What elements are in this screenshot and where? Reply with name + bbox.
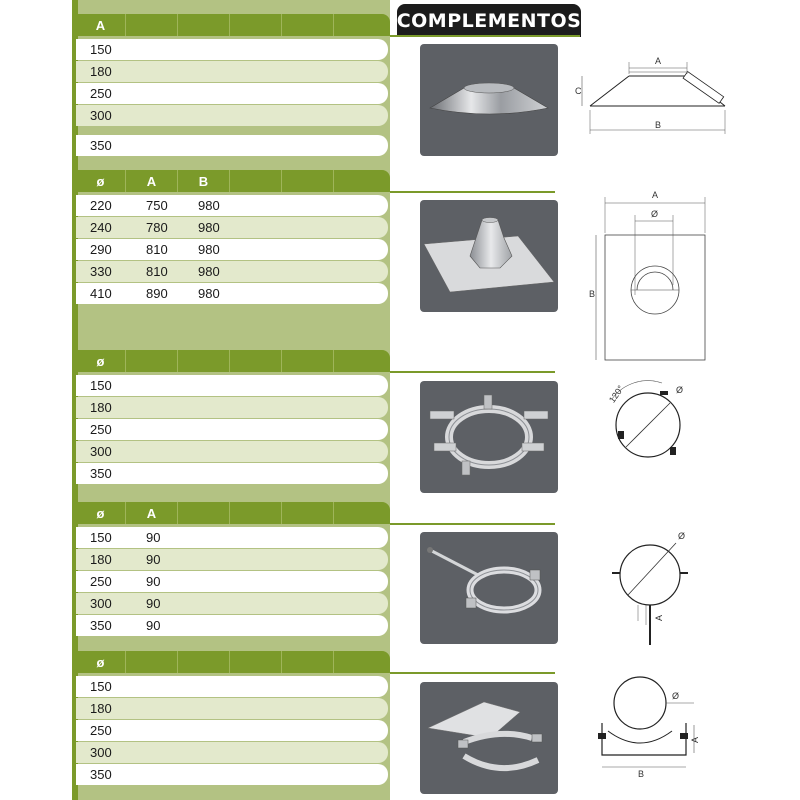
header-cell: ø (76, 502, 126, 524)
table-row (76, 39, 388, 60)
table-cell: 90 (146, 618, 161, 633)
table-header (76, 350, 390, 372)
header-cell (126, 350, 178, 372)
dim-label-phi: Ø (672, 691, 680, 701)
section-divider (390, 35, 580, 37)
table-cell: 220 (90, 198, 112, 213)
table-row (76, 217, 388, 238)
dim-label-a: A (654, 614, 664, 621)
product-photo-collar (420, 44, 558, 156)
table-cell: 150 (90, 679, 112, 694)
table-cell: 980 (198, 220, 220, 235)
table-cell: 180 (90, 701, 112, 716)
table-cell: 980 (198, 264, 220, 279)
table-cell: 750 (146, 198, 168, 213)
header-cell (126, 651, 178, 673)
section-divider (390, 191, 555, 193)
table-cell: 250 (90, 422, 112, 437)
header-cell (282, 350, 334, 372)
header-cell: ø (76, 350, 126, 372)
header-cell: A (76, 14, 126, 36)
table-row (76, 261, 388, 282)
table-cell: 180 (90, 64, 112, 79)
table-row (76, 195, 388, 216)
table-row (76, 375, 388, 396)
dim-label-a: A (655, 56, 662, 66)
diagram-plate-ring (590, 675, 720, 785)
header-cell: B (178, 170, 230, 192)
table-cell: 350 (90, 767, 112, 782)
table-cell: 300 (90, 108, 112, 123)
table-cell: 180 (90, 552, 112, 567)
dim-label-a: A (652, 190, 659, 200)
header-cell (126, 14, 178, 36)
diagram-bracket-ring (598, 373, 708, 468)
diagram-clamp-rod (598, 525, 708, 650)
page-title: COMPLEMENTOS (397, 4, 581, 37)
dim-label-a: A (690, 736, 700, 743)
table-cell: 90 (146, 574, 161, 589)
table-cell: 330 (90, 264, 112, 279)
table-row (76, 239, 388, 260)
header-cell (178, 350, 230, 372)
table-cell: 980 (198, 286, 220, 301)
table-cell: 150 (90, 378, 112, 393)
dim-label-b: B (638, 769, 645, 779)
header-cell (178, 651, 230, 673)
table-cell: 980 (198, 198, 220, 213)
header-cell: ø (76, 651, 126, 673)
table-cell: 410 (90, 286, 112, 301)
table-cell: 300 (90, 596, 112, 611)
table-header (76, 170, 390, 192)
header-cell (178, 14, 230, 36)
dim-label-c: C (575, 86, 582, 96)
header-cell: ø (76, 170, 126, 192)
header-cell (334, 170, 390, 192)
table-row (76, 764, 388, 785)
product-photo-clamp-rod (420, 532, 558, 644)
table-row (76, 615, 388, 636)
table-row (76, 83, 388, 104)
table-row (76, 742, 388, 763)
dim-label-b: B (589, 289, 596, 299)
header-cell (282, 14, 334, 36)
dim-label-phi: Ø (651, 209, 659, 219)
header-cell (230, 651, 282, 673)
table-cell: 350 (90, 466, 112, 481)
header-cell (178, 502, 230, 524)
table-cell: 350 (90, 618, 112, 633)
section-divider (390, 672, 555, 674)
product-photo-flashing (420, 200, 558, 312)
table-cell: 250 (90, 723, 112, 738)
header-cell (230, 14, 282, 36)
table-cell: 240 (90, 220, 112, 235)
header-cell (334, 651, 390, 673)
header-cell: A (126, 502, 178, 524)
table-header (76, 651, 390, 673)
table-cell: 250 (90, 86, 112, 101)
table-row (76, 419, 388, 440)
diagram-collar (575, 48, 740, 148)
table-row (76, 283, 388, 304)
product-photo-bracket-ring (420, 381, 558, 493)
table-cell: 780 (146, 220, 168, 235)
table-header (76, 502, 390, 524)
table-row (76, 397, 388, 418)
table-cell: 890 (146, 286, 168, 301)
diagram-flashing (585, 185, 715, 365)
table-cell: 150 (90, 42, 112, 57)
table-row (76, 698, 388, 719)
table-row (76, 463, 388, 484)
dim-label-b: B (655, 120, 662, 130)
section-divider (390, 523, 555, 525)
header-cell (230, 350, 282, 372)
table-row (76, 720, 388, 741)
table-row (76, 441, 388, 462)
table-row (76, 571, 388, 592)
table-row (76, 527, 388, 548)
dim-label-angle: 120° (606, 383, 626, 405)
header-cell (230, 170, 282, 192)
table-cell: 90 (146, 530, 161, 545)
table-cell: 290 (90, 242, 112, 257)
table-cell: 810 (146, 242, 168, 257)
table-cell: 980 (198, 242, 220, 257)
table-cell: 90 (146, 552, 161, 567)
table-cell: 350 (90, 138, 112, 153)
product-photo-plate-ring (420, 682, 558, 794)
table-row (76, 676, 388, 697)
table-row (76, 105, 388, 126)
header-cell (282, 502, 334, 524)
table-cell: 150 (90, 530, 112, 545)
table-cell: 90 (146, 596, 161, 611)
table-row (76, 549, 388, 570)
dim-label-phi: Ø (678, 531, 686, 541)
header-cell (334, 14, 390, 36)
table-header (76, 14, 390, 36)
table-cell: 300 (90, 745, 112, 760)
table-row (76, 61, 388, 82)
header-cell (230, 502, 282, 524)
table-row (76, 135, 388, 156)
table-row (76, 593, 388, 614)
header-cell: A (126, 170, 178, 192)
header-cell (282, 651, 334, 673)
table-cell: 810 (146, 264, 168, 279)
section-divider (390, 371, 555, 373)
table-cell: 300 (90, 444, 112, 459)
table-cell: 250 (90, 574, 112, 589)
header-cell (334, 502, 390, 524)
header-cell (334, 350, 390, 372)
table-cell: 180 (90, 400, 112, 415)
dim-label-phi: Ø (676, 385, 684, 395)
header-cell (282, 170, 334, 192)
